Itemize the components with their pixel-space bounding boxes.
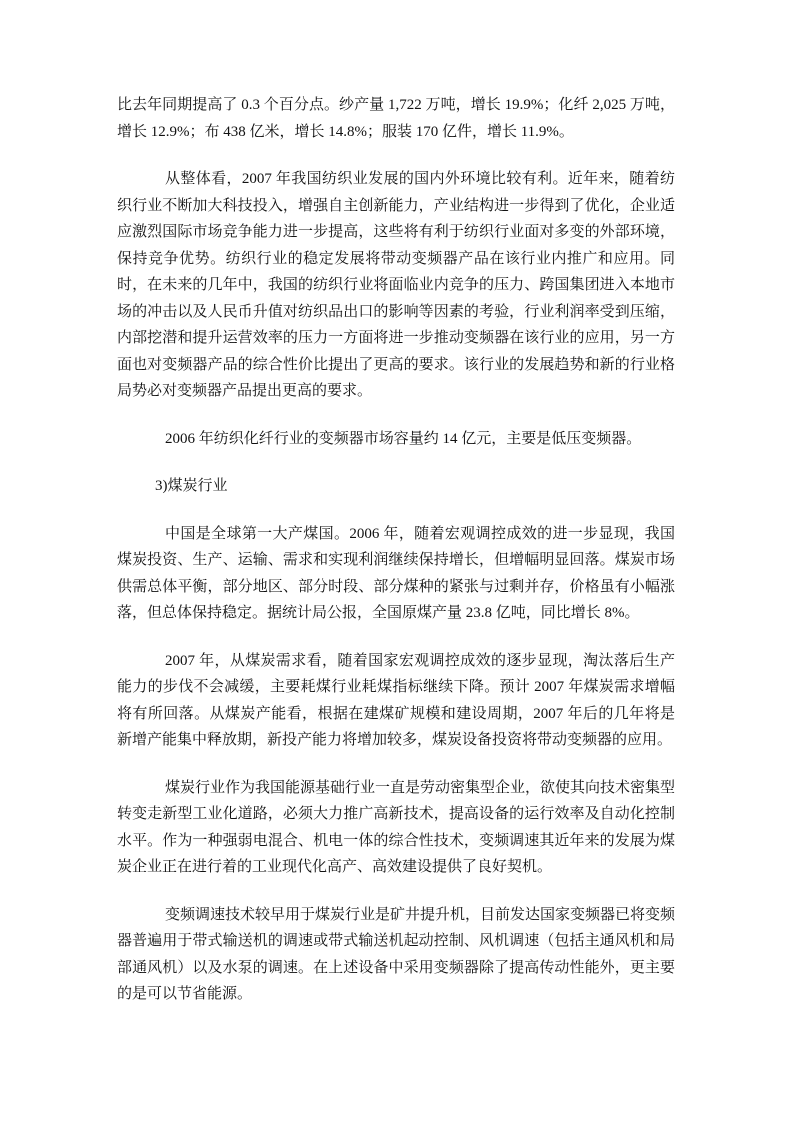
document-text-block xyxy=(117,92,675,1029)
paragraph-textile-output-stats: 比去年同期提高了 0.3 个百分点。纱产量 1,722 万吨，增长 19.9%；化纤 2,025 万吨，增长 12.9%；布 438 亿米，增长 14.8%；服装 170 亿件，增长 11.9%。 xyxy=(117,97,675,140)
paragraph-textile-industry-outlook: 从整体看，2007 年我国纺织业发展的国内外环境比较有利。近年来，随着纺织行业不断加大科技投入，增强自主创新能力，产业结构进一步得到了优化，企业适应激烈国际市场竞争能力进一步提高，这些将有利于纺织行业面对多变的外部环境，保持竞争优势。纺织行业的稳定发展将带动变频器产品在该行业内推广和应用。同时，在未来的几年中，我国的纺织行业将面临业内竞争的压力、跨国集团进入本地市场的冲击以及人民币升值对纺织品出口的影响等因素的考验，行业利润率受到压缩，内部挖潜和提升运营效率的压力一方面将进一步推动变频器在该行业的应用，另一方面也对变频器产品的综合性价比提出了更高的要求。该行业的发展趋势和新的行业格局势必对变频器产品提出更高的要求。 xyxy=(117,171,675,399)
section-heading-coal-industry: 3)煤炭行业 xyxy=(155,478,228,494)
paragraph-coal-2007-demand-capacity: 2007 年，从煤炭需求看，随着国家宏观调控成效的逐步显现，淘汰落后生产能力的步伐不会减缓，主要耗煤行业耗煤指标继续下降。预计 2007 年煤炭需求增幅将有所回落。从煤炭产能看，根据在建煤矿规模和建设周期，2007 年后的几年将是新增产能集中释放期，新投产能力将增加较多，煤炭设备投资将带动变频器的应用。 xyxy=(117,652,675,748)
paragraph-textile-vfd-market-size: 2006 年纺织化纤行业的变频器市场容量约 14 亿元，主要是低压变频器。 xyxy=(165,430,642,447)
paragraph-coal-industry-modernization: 煤炭行业作为我国能源基础行业一直是劳动密集型企业，欲使其向技术密集型转变走新型工业化道路，必须大力推广高新技术，提高设备的运行效率及自动化控制水平。作为一种强弱电混合、机电一体的综合性技术，变频调速其近年来的发展为煤炭企业正在进行着的工业现代化高产、高效建设提供了良好契机。 xyxy=(117,779,676,875)
paragraph-vfd-coal-applications: 变频调速技术较早用于煤炭行业是矿井提升机，目前发达国家变频器已将变频器普遍用于带式输送机的调速或带式输送机起动控制、风机调速（包括主通风机和局部通风机）以及水泵的调速。在上述设备中采用变频器除了提高传动性能外，更主要的是可以节省能源。 xyxy=(117,906,676,1002)
paragraph-coal-2006-overview: 中国是全球第一大产煤国。2006 年，随着宏观调控成效的进一步显现，我国煤炭投资、生产、运输、需求和实现利润继续保持增长，但增幅明显回落。煤炭市场供需总体平衡，部分地区、部分时段、部分煤种的紧张与过剩并存，价格虽有小幅涨落，但总体保持稳定。据统计局公报，全国原煤产量 23.8 亿吨，同比增长 8%。 xyxy=(117,525,675,621)
